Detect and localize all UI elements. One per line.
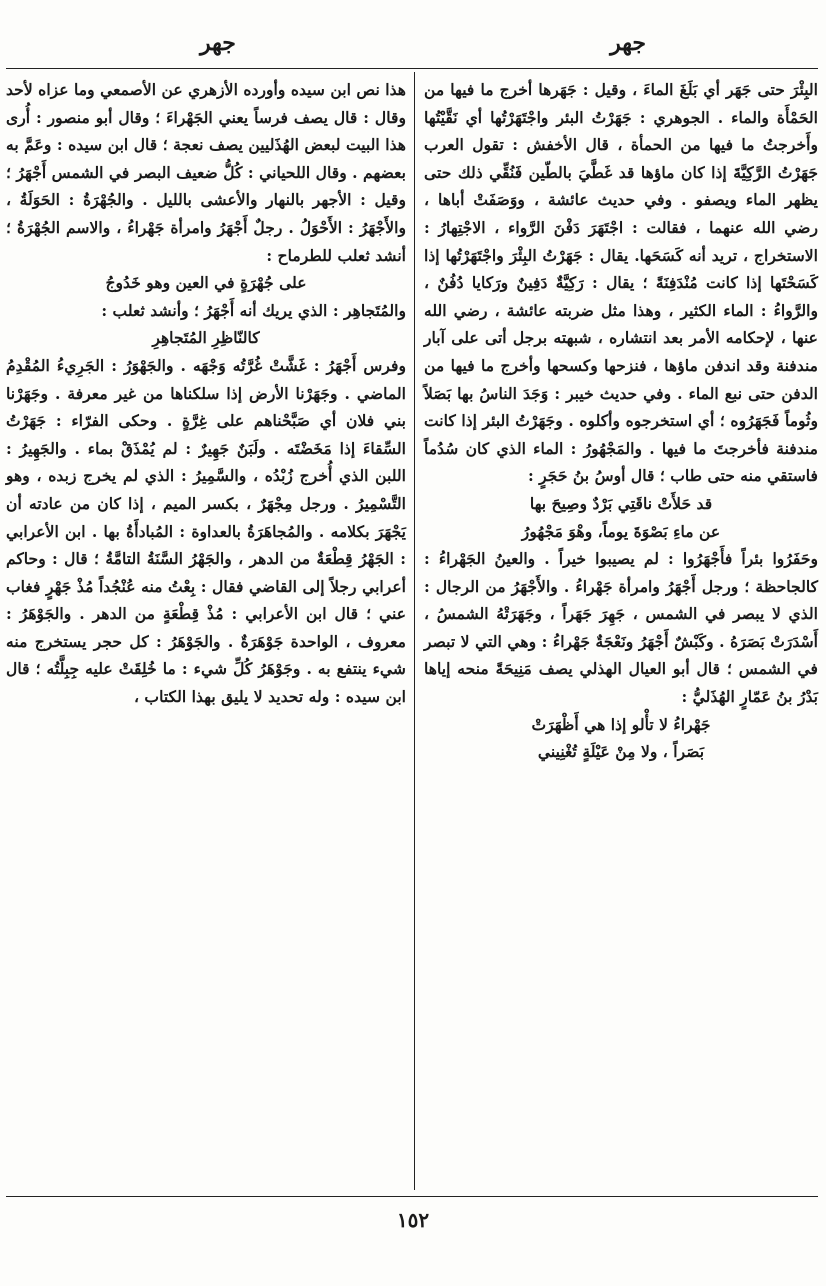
header-entry-word-left: جهر bbox=[200, 30, 236, 56]
body-paragraph: البِئْرَ حتى جَهَر أي بَلَغَ الماءَ ، وقيل : جَهَرها أخرج ما فيها من الحَمْأَة والماء . الجوهري : جَهَرْتُ البئر واجْتَهَرْتُها أي نَقَّيْتُها وأَخرجتُ ما فيها من الحمأة ، قال الأخفش : تقول العرب جَهَرْتُ الرَّكِيَّةَ إذا كان ماؤها قد غَطَّيَ بالطّين فَنُقِّي ذلك حتى يظهر الماء ويصفو . وفي حديث عائشة ، ووَصَفَتْ أباها ، رضي الله عنهما ، فقالت : اجْتَهَرَ دَفْنَ الرَّواء ، الاجْتِهارُ : الاستخراج ، تريد أنه كَسَحَها. يقال : جَهَرْتُ البِئْرَ واجْتَهَرْتُها إذا كَسَحْتَها إذا كانت مُنْدَفِنَةً ؛ يقال : رَكِيَّةٌ دَفِينٌ ورَكايا دُفُنٌ ، والرَّواءُ : الماء الكثير ، وهذا مثل ضربته عائشة ، رضي الله عنها ، لإحكامه الأمر بعد انتشاره ، شبهته برجل أتى على آبار مندفنة وقد اندفن ماؤها ، فنزحها وكسحها وأخرج ما فيها من الدفن حتى نبع الماء . وفي حديث خيبر : وَجَدَ الناسُ بها بَصَلاً وثُوماً فَجَهَرُوه ؛ أي استخرجوه وأكلوه . وجَهَرْتُ البئر إذا كانت مندفنة فأخرجتَ ما فيها . والمَجْهُورُ : الماء الذي كان سُدُماً فاستقي منه حتى طاب ؛ قال أوسُ بنُ حَجَرٍ : bbox=[424, 80, 818, 486]
verse-line: بَصَراً ، ولا مِنْ عَيْلَةٍ تُغْنِيني bbox=[537, 742, 705, 762]
left-text-column bbox=[6, 76, 406, 711]
body-paragraph: والمُتَجاهِر : الذي يريك أنه أَجْهَرُ ؛ وأنشد ثعلب : bbox=[101, 300, 406, 320]
page-number: ١٥٢ bbox=[396, 1208, 430, 1232]
top-rule bbox=[6, 68, 818, 69]
verse-line: على جُهْرَةٍ في العين وهو خَدُوجُ bbox=[105, 273, 307, 293]
column-divider bbox=[414, 72, 415, 1190]
body-paragraph: وحَفَرُوا بئراً فأَجْهَرُوا : لم يصيبوا خيراً . والعينُ الجَهْراءُ : كالجاحظة ؛ ورجل أَجْهَرُ وامرأة جَهْراءُ . والأَجْهَرُ من الرجال : الذي لا يبصر في الشمس ، جَهِرَ جَهَراً ، وجَهَرَتْهُ الشمسُ ، أَسْدَرَتْ بَصَرَهُ . وكَبْشٌ أَجْهَرُ ونَعْجَةٌ جَهْراءُ : وهي التي لا تبصر في الشمس ؛ قال أبو العيال الهذلي يصف مَنِيحَةً منحه إياها بَدْرُ بنُ عَمّارٍ الهُذَليُّ : bbox=[424, 549, 818, 707]
body-paragraph: وفرس أَجْهَرُ : غَشَّتْ غُرَّتُه وَجْهَه . والجَهْوَرُ : الجَرِيءُ المُقْدِمُ الماضي . وجَهَرْنا الأرض إذا سلكناها من غير معرفة . وجَهَرْنا بني فلان أي صَبَّحْناهم على غِرَّةٍ . وحكى الفرّاء : جَهَرْتُ السِّقاءَ إذا مَخَضْتَه . ولَبَنٌ جَهِيرٌ : لم يُمْذَقْ بماء . والجَهِيرُ : اللبن الذي أُخرج زُبْدُه ، والسَّمِيرُ : الذي لم يخرج زبده ، وهو التَّسْمِيرُ . ورجل مِجْهَرٌ ، بكسر الميم ، إذا كان من عادته أن يَجْهَرَ بكلامه . والمُجاهَرَةُ بالعداوة : المُبادأَةُ بها . ابن الأعرابي : الجَهْرُ قِطْعَةٌ من الدهر ، والجَهْرُ السَّنَةُ التامَّةُ ؛ قال : وحاكم أعرابي رجلاً إلى القاضي فقال : بِعْتُ منه عُنْجُداً مُذْ جَهْرٍ فغاب عني ؛ قال ابن الأعرابي : مُذْ قِطْعَةٍ من الدهر . والجَوْهَرُ : معروف ، الواحدة جَوْهَرَةٌ . والجَوْهَرُ : كل حجر يستخرج منه شيء ينتفع به . وجَوْهَرُ كُلِّ شيء : ما خُلِقَتْ عليه جِبِلَّتُه ؛ قال ابن سيده : وله تحديد لا يليق بهذا الكتاب ، bbox=[6, 355, 406, 707]
verse-line: عن ماءِ بَصْوَةَ يوماً، وهْوَ مَجْهُورُ bbox=[521, 521, 721, 541]
bottom-rule bbox=[6, 1196, 818, 1197]
verse-line: جَهْراءُ لا تأْلو إذا هي أَظْهَرَتْ bbox=[531, 714, 711, 734]
verse-line: قد حَلأَتْ ناقَتِي بَرْدٌ وصِيحَ بها bbox=[529, 493, 713, 513]
body-paragraph: هذا نص ابن سيده وأورده الأزهري عن الأصمعي وما عزاه لأحد وقال : قال يصف فرساً يعني الجَهْراءَ ؛ وقال أبو منصور : أُرى هذا البيت لبعض الهُذَليين يصف نعجة ؛ قال ابن سيده : وعَمَّ به بعضهم . وقال اللحياني : كُلُّ ضعيف البصر في الشمس أَجْهَرُ ؛ وقيل : الأجهر بالنهار والأعشى بالليل . والجُهْرَةُ : الحَوَلَةُ ، والأَجْهَرُ : الأَحْوَلُ . رجلٌ أَجْهَرُ وامرأة جَهْراءُ ، والاسم الجُهْرَةُ ؛ أنشد ثعلب للطرماح : bbox=[6, 80, 406, 265]
right-text-column bbox=[424, 76, 818, 766]
header-entry-word-right: جهر bbox=[610, 30, 646, 56]
verse-line: كالنّاظِرِ المُتَجاهِرِ bbox=[152, 328, 260, 348]
